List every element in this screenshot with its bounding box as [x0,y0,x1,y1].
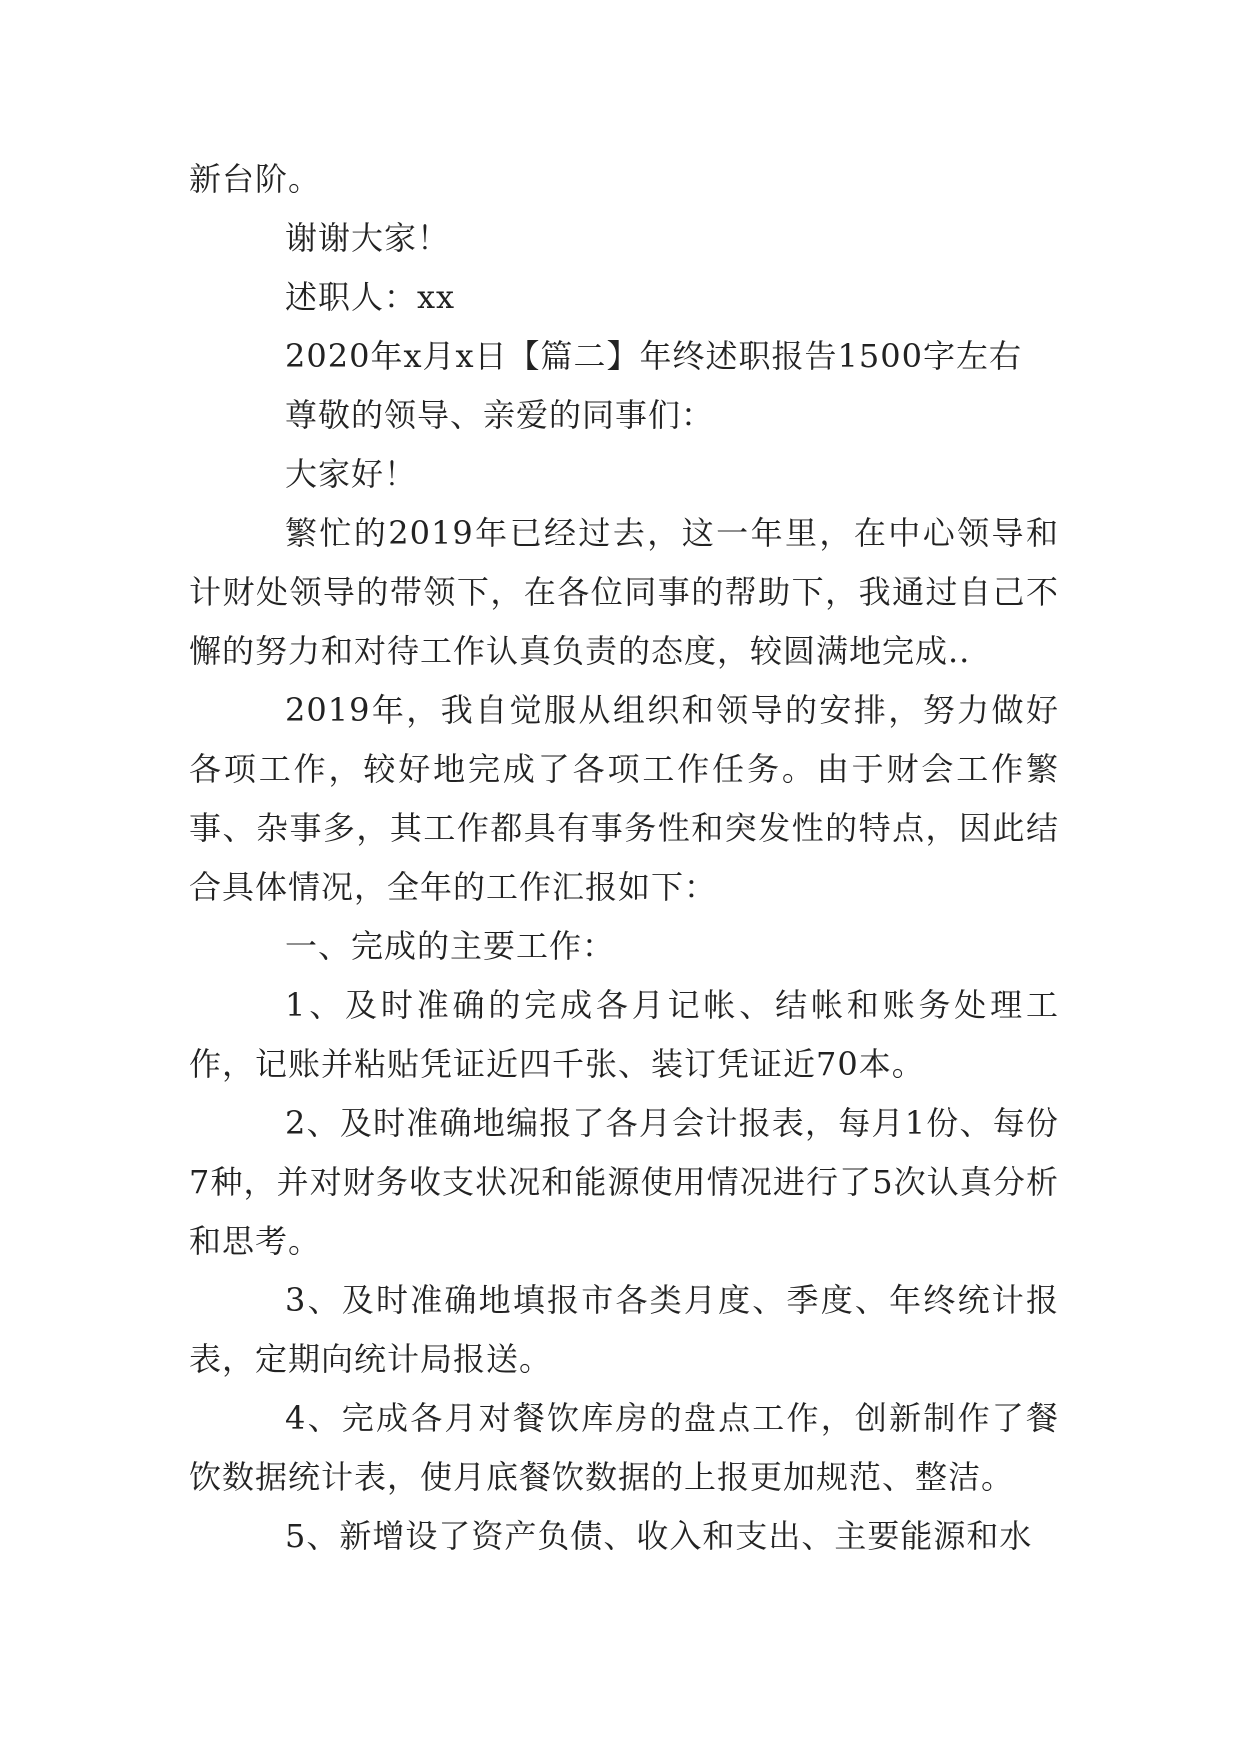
list-item-1: 1、及时准确的完成各月记帐、结帐和账务处理工作，记账并粘贴凭证近四千张、装订凭证近70本。 [189,986,1059,1083]
paragraph-date-and-title: 2020年x月x日【篇二】年终述职报告1500字左右 [285,337,1022,375]
paragraph-salutation: 尊敬的领导、亲爱的同事们： [285,396,715,434]
list-item-5: 5、新增设了资产负债、收入和支出、主要能源和水 [285,1517,1033,1555]
paragraph-overview: 2019年，我自觉服从组织和领导的安排，努力做好各项工作，较好地完成了各项工作任务。由于财会工作繁事、杂事多，其工作都具有事务性和突发性的特点，因此结合具体情况，全年的工作汇报如下： [189,691,1059,906]
paragraph-greeting: 大家好！ [285,455,418,493]
paragraph-intro: 繁忙的2019年已经过去，这一年里，在中心领导和计财处领导的带领下，在各位同事的帮助下，我通过自己不懈的努力和对待工作认真负责的态度，较圆满地完成.. [189,514,1059,670]
list-item-4: 4、完成各月对餐饮库房的盘点工作，创新制作了餐饮数据统计表，使月底餐饮数据的上报更加规范、整洁。 [189,1399,1059,1496]
list-item-3: 3、及时准确地填报市各类月度、季度、年终统计报表，定期向统计局报送。 [189,1281,1059,1378]
paragraph-presenter: 述职人：xx [285,278,456,316]
section-heading-main-work: 一、完成的主要工作： [285,927,616,965]
paragraph-thanks: 谢谢大家！ [285,219,451,257]
list-item-2: 2、及时准确地编报了各月会计报表，每月1份、每份7种，并对财务收支状况和能源使用情况进行了5次认真分析和思考。 [189,1104,1059,1260]
document-body [189,150,1059,1566]
paragraph-closing-line: 新台阶。 [189,160,322,198]
